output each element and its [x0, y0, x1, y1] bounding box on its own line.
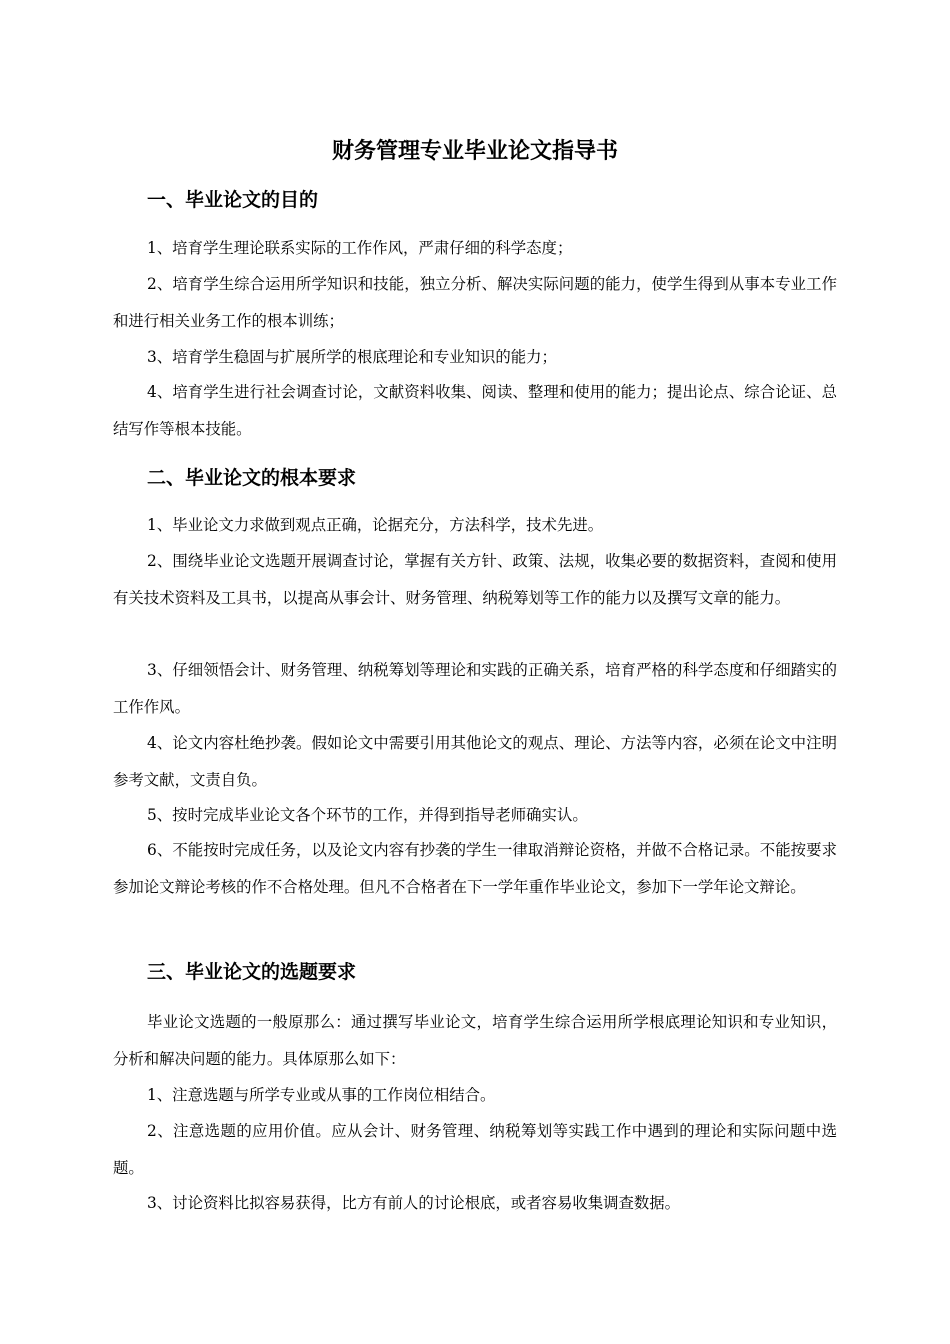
- paragraph: 3、讨论资料比拟容易获得，比方有前人的讨论根底，或者容易收集调查数据。: [147, 1194, 681, 1212]
- document-title: 财务管理专业毕业论文指导书: [331, 139, 618, 164]
- paragraph: 1、毕业论文力求做到观点正确，论据充分，方法科学，技术先进。: [147, 516, 604, 534]
- paragraph: 2、围绕毕业论文选题开展调查讨论，掌握有关方针、政策、法规，收集必要的数据资料，查阅和使用有关技术资料及工具书，以提高从事会计、财务管理、纳税筹划等工作的能力以及撰写文章的能力。: [113, 552, 837, 607]
- section-heading-purpose: 一、毕业论文的目的: [147, 189, 319, 211]
- paragraph: 6、不能按时完成任务，以及论文内容有抄袭的学生一律取消辩论资格，并做不合格记录。不能按要求参加论文辩论考核的作不合格处理。但凡不合格者在下一学年重作毕业论文，参加下一学年论文辩论。: [113, 841, 837, 896]
- section-heading-basic-requirements: 二、毕业论文的根本要求: [147, 467, 357, 489]
- paragraph: 3、培育学生稳固与扩展所学的根底理论和专业知识的能力；: [147, 348, 557, 366]
- paragraph: 2、注意选题的应用价值。应从会计、财务管理、纳税筹划等实践工作中遇到的理论和实际问题中选题。: [113, 1122, 837, 1177]
- paragraph: 4、论文内容杜绝抄袭。假如论文中需要引用其他论文的观点、理论、方法等内容，必须在论文中注明参考文献，文责自负。: [113, 734, 837, 789]
- paragraph: 2、培育学生综合运用所学知识和技能，独立分析、解决实际问题的能力，使学生得到从事本专业工作和进行相关业务工作的根本训练；: [113, 275, 837, 330]
- section-heading-topic-requirements: 三、毕业论文的选题要求: [147, 961, 357, 983]
- paragraph: 3、仔细领悟会计、财务管理、纳税筹划等理论和实践的正确关系，培育严格的科学态度和仔细踏实的工作作风。: [113, 661, 837, 716]
- paragraph: 4、培育学生进行社会调查讨论，文献资料收集、阅读、整理和使用的能力；提出论点、综合论证、总结写作等根本技能。: [113, 383, 837, 438]
- paragraph: 1、注意选题与所学专业或从事的工作岗位相结合。: [147, 1086, 496, 1104]
- paragraph: 毕业论文选题的一般原那么：通过撰写毕业论文，培育学生综合运用所学根底理论知识和专业知识，分析和解决问题的能力。具体原那么如下：: [113, 1013, 837, 1068]
- paragraph: 5、按时完成毕业论文各个环节的工作，并得到指导老师确实认。: [147, 806, 588, 824]
- paragraph: 1、培育学生理论联系实际的工作作风，严肃仔细的科学态度；: [147, 239, 573, 257]
